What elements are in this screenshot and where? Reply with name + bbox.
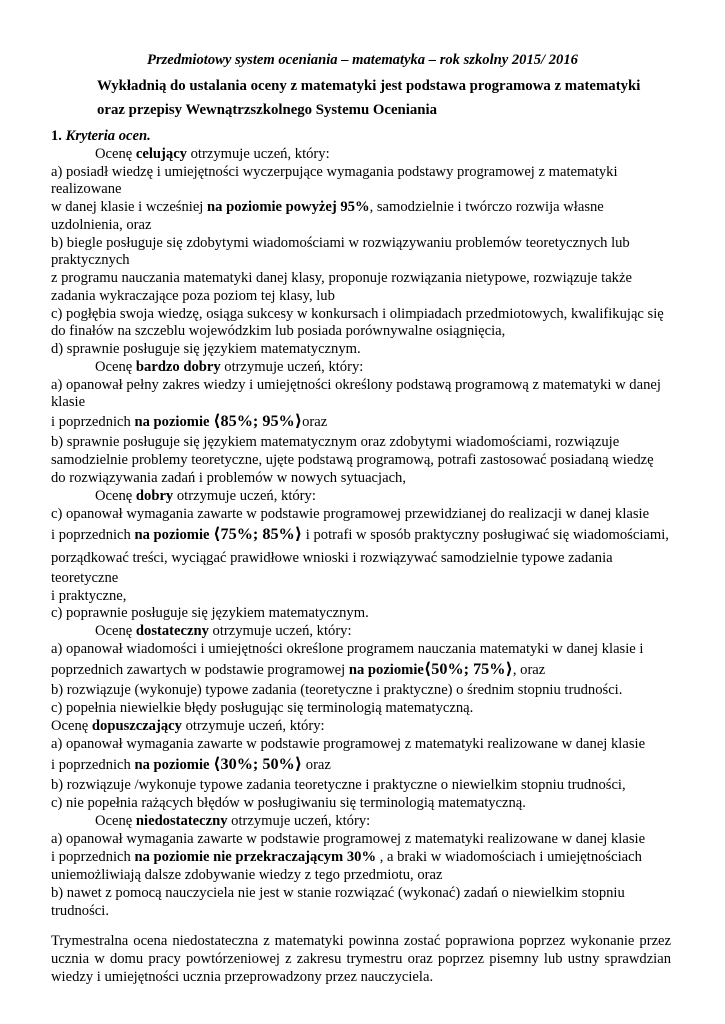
section-heading: 1. Kryteria ocen. <box>51 128 151 144</box>
criterion-line: realizowane <box>51 181 122 197</box>
criterion-line: a) opanował wymagania zawarte w podstawie programowej z matematyki realizowane w danej klasie <box>51 736 646 752</box>
criterion-line: a) opanował wymagania zawarte w podstawie programowej z matematyki realizowane w danej klasie <box>51 831 646 847</box>
criterion-line: do finałów na szczeblu wojewódzkim lub posiada porównywalne osiągnięcia, <box>51 323 506 339</box>
criterion-line: c) nie popełnia rażących błędów w posługiwaniu się terminologią matematyczną. <box>51 795 526 811</box>
criterion-line: b) sprawnie posługuje się językiem matematycznym oraz zdobytymi wiadomościami, rozwiązuje <box>51 434 620 450</box>
criterion-line: i poprzednich na poziomie ⟨75%; 85%⟩ i potrafi w sposób praktyczny posługiwać się wiadomościami, <box>51 525 669 543</box>
grade-name: bardzo dobry <box>135 359 221 375</box>
criterion-line: porządkować treści, wyciągać prawidłowe wnioski i rozwiązywać samodzielnie typowe zadania <box>51 550 613 566</box>
criterion-line: uzdolnienia, oraz <box>51 217 152 233</box>
criterion-line: z programu nauczania matematyki danej klasy, proponuje rozwiązania nietypowe, rozwiązuje także <box>51 270 632 286</box>
criterion-line: do rozwiązywania zadań i problemów w nowych sytuacjach, <box>51 470 406 486</box>
heading-line-1: Wykładnią do ustalania oceny z matematyki jest podstawa programowa z matematyki <box>97 78 641 94</box>
criterion-line: uniemożliwiają dalsze zdobywanie wiedzy z tego przedmiotu, oraz <box>51 867 443 883</box>
criterion-line: c) popełnia niewielkie błędy posługując się terminologią matematyczną. <box>51 700 474 716</box>
criterion-line: a) opanował wiadomości i umiejętności określone programem nauczania matematyki w danej klasie i <box>51 641 644 657</box>
criterion-line: b) rozwiązuje /wykonuje typowe zadania teoretyczne i praktyczne o niewielkim stopniu trudności, <box>51 777 626 793</box>
criterion-line: d) sprawnie posługuje się językiem matematycznym. <box>51 341 361 357</box>
grade-intro-dobry: Ocenę dobry otrzymuje uczeń, który: <box>95 488 316 504</box>
criterion-line: w danej klasie i wcześniej na poziomie powyżej 95%, samodzielnie i twórczo rozwija własne <box>51 199 604 215</box>
grade-name: celujący <box>135 146 187 162</box>
criterion-line: trudności. <box>51 903 109 919</box>
final-paragraph-line: wiedzy i umiejętności ucznia przeprowadzony przez nauczyciela. <box>51 969 434 985</box>
criterion-line: b) biegle posługuje się zdobytymi wiadomościami w rozwiązywaniu problemów teoretycznych lub <box>51 235 630 251</box>
heading-line-2: oraz przepisy Wewnątrzszkolnego Systemu Oceniania <box>97 102 438 118</box>
criterion-line: i poprzednich na poziomie ⟨30%; 50%⟩ oraz <box>51 755 331 773</box>
criterion-line: b) rozwiązuje (wykonuje) typowe zadania (teoretyczne i praktyczne) o średnim stopniu trudności. <box>51 682 623 698</box>
grade-intro-celujacy: Ocenę celujący otrzymuje uczeń, który: <box>95 146 330 162</box>
criterion-line: klasie <box>51 394 86 410</box>
criterion-line: teoretyczne <box>51 570 119 586</box>
criterion-line: praktycznych <box>51 252 130 268</box>
grade-intro-dostateczny: Ocenę dostateczny otrzymuje uczeń, który: <box>95 623 352 639</box>
grade-name: dostateczny <box>135 623 209 639</box>
criterion-line: b) nawet z pomocą nauczyciela nie jest w stanie rozwiązać (wykonać) zadań o niewielkim stopniu <box>51 885 625 901</box>
criterion-line: poprzednich zawartych w podstawie programowej na poziomie⟨50%; 75%⟩, oraz <box>51 660 546 678</box>
criterion-line: c) poprawnie posługuje się językiem matematycznym. <box>51 605 369 621</box>
criterion-line: i praktyczne, <box>51 588 127 604</box>
percent-range: ⟨85%; 95%⟩ <box>213 412 303 430</box>
grade-intro-niedostateczny: Ocenę niedostateczny otrzymuje uczeń, który: <box>95 813 371 829</box>
criterion-line: a) posiadł wiedzę i umiejętności wyczerpujące wymagania podstawy programowej z matematyki <box>51 164 618 180</box>
criterion-line: zadania wykraczające poza poziom tej klasy, lub <box>51 288 335 304</box>
final-paragraph-line: ucznia w domu pracy powtórzeniowej z zakresu trymestru oraz poprzez pisemny lub ustny sprawdzian <box>51 951 671 967</box>
percent-range: ⟨75%; 85%⟩ <box>213 525 303 543</box>
grade-name: niedostateczny <box>135 813 228 829</box>
criterion-line: i poprzednich na poziomie nie przekraczającym 30% , a braki w wiadomościach i umiejętnościach <box>51 849 642 865</box>
grade-intro-dopuszczajacy: Ocenę dopuszczający otrzymuje uczeń, który: <box>51 718 325 734</box>
criterion-line: samodzielnie problemy teoretyczne, ujęte podstawą programową, potrafi zastosować posiadaną wiedzę <box>51 452 654 468</box>
criterion-line: i poprzednich na poziomie ⟨85%; 95%⟩oraz <box>51 412 328 430</box>
percent-range: ⟨50%; 75%⟩ <box>423 660 513 678</box>
criterion-line: a) opanował pełny zakres wiedzy i umiejętności określony podstawą programową z matematyki w danej <box>51 377 661 393</box>
final-paragraph-line: Trymestralna ocena niedostateczna z matematyki powinna zostać poprawiona poprzez wykonanie przez <box>51 933 671 949</box>
criterion-line: c) opanował wymagania zawarte w podstawie programowej przewidzianej do realizacji w danej klasie <box>51 506 650 522</box>
grade-intro-bardzo-dobry: Ocenę bardzo dobry otrzymuje uczeń, który: <box>95 359 364 375</box>
document-title: Przedmiotowy system oceniania – matematyka – rok szkolny 2015/ 2016 <box>147 52 578 68</box>
percent-range: ⟨30%; 50%⟩ <box>213 755 303 773</box>
grade-name: dobry <box>135 488 174 504</box>
criterion-line: c) pogłębia swoja wiedzę, osiąga sukcesy w konkursach i olimpiadach przedmiotowych, kwalifikując się <box>51 306 664 322</box>
grade-name: dopuszczający <box>91 718 182 734</box>
